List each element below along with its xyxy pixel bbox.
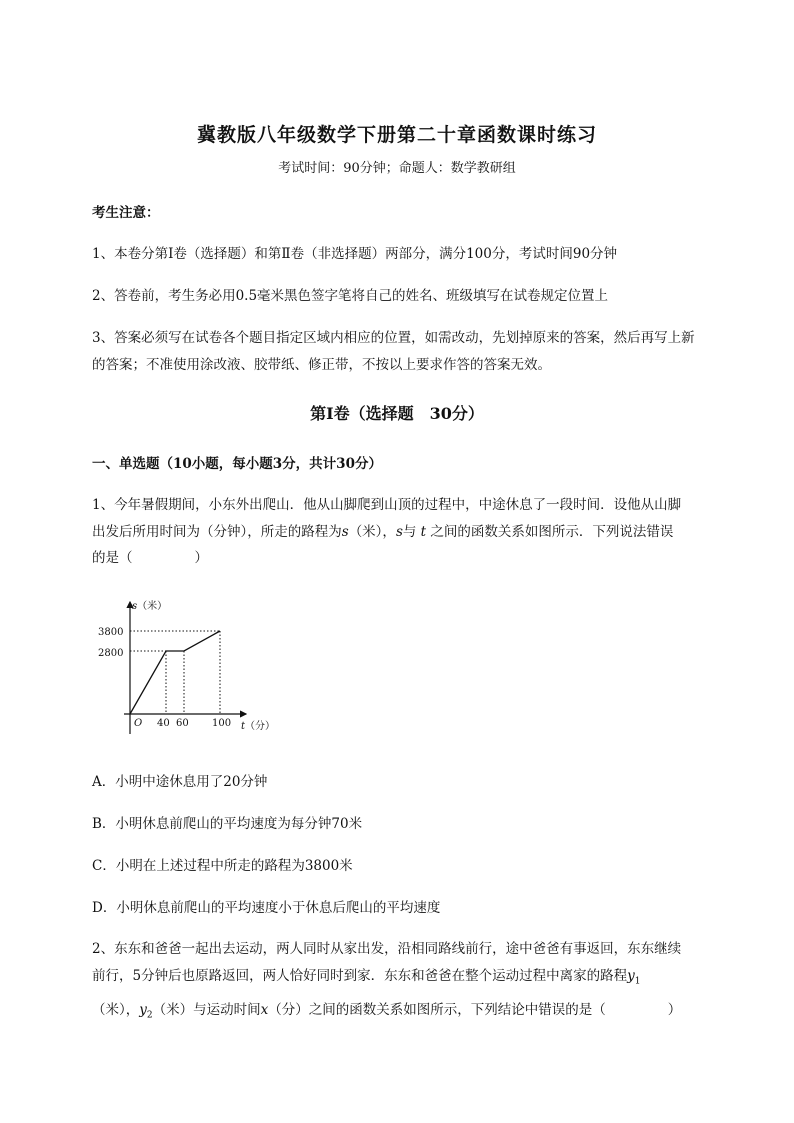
q1-option-c: C．小明在上述过程中所走的路程为3800米 [92,858,353,874]
q1-line-2 [92,520,673,540]
x-tick-label-100: 100 [212,718,232,729]
q2-line-3-text-a: （米）， [92,1002,140,1018]
q1-var-t: t [420,524,427,540]
q2-line-1: 2、东东和爸爸一起出去运动，两人同时从家出发，沿相同路线前行，途中爸爸有事返回，东东继续 [92,941,682,957]
section-title: 第I卷（选择题 30分） [310,404,484,423]
x-tick-label-60: 60 [176,718,189,729]
q1-line-3-text-a: 的是（ [92,550,133,566]
notice-item-3-cont: 的答案；不准使用涂改液、胶带纸、修正带，不按以上要求作答的答案无效。 [92,357,551,373]
distance-time-graph [96,594,286,744]
exam-subtitle: 考试时间：90分钟；命题人：数学教研组 [278,161,516,176]
q1-line-2-text-b: （米）， [348,524,396,540]
q2-var-y2-sub: 2 [146,1010,153,1021]
exam-title: 冀教版八年级数学下册第二十章函数课时练习 [196,124,597,146]
dotted-guides [130,631,220,714]
q2-line-3-text-d: ） [667,1002,682,1018]
q2-line-3 [92,998,681,1021]
q1-option-a: A．小明中途休息用了20分钟 [92,774,268,790]
q2-var-y1-sub: 1 [634,976,641,987]
q1-line-2-text-c: 与 [402,524,417,540]
q1-var-s2: s [395,524,403,540]
q2-var-y1: y [627,968,635,984]
q1-line-1: 1、今年暑假期间，小东外出爬山．他从山脚爬到山顶的过程中，中途休息了一段时间．设他从山脚 [92,497,682,513]
q2-line-2 [92,964,640,987]
q1-line-2-text-d: 之间的函数关系如图所示．下列说法错误 [430,524,674,540]
x-axis-label: t（分） [241,721,276,732]
q1-option-b: B．小明休息前爬山的平均速度为每分钟70米 [92,816,363,832]
origin-label: O [134,718,143,729]
q2-var-y2: y [139,1002,147,1018]
y-axis-label: s（米） [132,601,168,612]
y-tick-label-3800: 3800 [98,627,124,638]
notice-item-3: 3、答案必须写在试卷各个题目指定区域内相应的位置，如需改动，先划掉原来的答案，然后再写上新 [92,330,695,346]
notice-item-1: 1、本卷分第I卷（选择题）和第Ⅱ卷（非选择题）两部分，满分100分，考试时间90分钟 [92,246,618,262]
part-heading: 一、单选题（10小题，每小题3分，共计30分） [92,456,382,472]
q1-line-3 [92,546,208,566]
series-line [130,631,220,714]
q2-line-2-text: 前行，5分钟后也原路返回，两人恰好同时到家．东东和爸爸在整个运动过程中离家的路程 [92,968,628,984]
q1-option-d: D．小明休息前爬山的平均速度小于休息后爬山的平均速度 [92,900,441,916]
q1-var-s: s [341,524,349,540]
q1-line-3-text-b: ） [194,550,208,566]
q1-line-2-text-a: 出发后所用时间为（分钟），所走的路程为 [92,524,342,540]
q2-line-3-text-c: （分）之间的函数关系如图所示，下列结论中错误的是（ [268,1002,606,1018]
q2-line-3-text-b: （米）与运动时间 [152,1002,261,1018]
notice-item-2: 2、答卷前，考生务必用0.5毫米黑色签字笔将自己的姓名、班级填写在试卷规定位置上 [92,288,609,304]
y-tick-label-2800: 2800 [98,648,124,659]
q2-var-x: x [260,1002,269,1018]
x-tick-label-40: 40 [157,718,170,729]
notice-heading: 考生注意： [92,205,160,221]
